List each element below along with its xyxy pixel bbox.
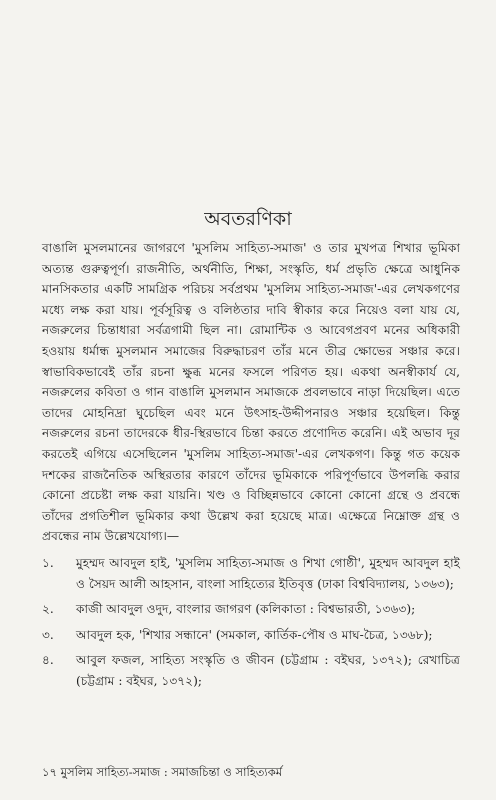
- reference-text: মুহম্মদ আবদুল হাই, 'মুসলিম সাহিত্য-সমাজ ও শিখা গোষ্ঠী', মুহম্মদ আবদুল হাই ও সৈয়দ আলী আহসান, বাংলা সাহিত্যের ইতিবৃত্ত (ঢাকা বিশ্ববিদ্যালয়, ১৩৬৩);: [76, 555, 460, 591]
- reference-number: ২.: [42, 602, 54, 617]
- body-text: [42, 238, 460, 696]
- reference-item: [42, 553, 460, 594]
- reference-number: ১.: [42, 555, 54, 570]
- reference-text: আবুল ফজল, সাহিত্য সংস্কৃতি ও জীবন (চট্টগ্রাম : বইঘর, ১৩৭২); রেখাচিত্র (চট্টগ্রাম : বইঘর, ১৩৭২);: [76, 653, 460, 688]
- page-footer: ১৭ মুসলিম সাহিত্য-সমাজ : সমাজচিন্তা ও সাহিত্যকর্ম: [42, 765, 283, 779]
- intro-paragraph: বাঙালি মুসলমানের জাগরণে 'মুসলিম সাহিত্য-সমাজ' ও তার মুখপত্র শিখার ভূমিকা অত্যন্ত গুরুত্বপূর্ণ। রাজনীতি, অর্থনীতি, শিক্ষা, সংস্কৃতি, ধর্ম প্রভৃতি ক্ষেত্রে আধুনিক মানসিকতার একটি সামগ্রিক পরিচয় সর্বপ্রথম 'মুসলিম সাহিত্য-সমাজ'-এর লেখকগণের মধ্যে লক্ষ করা যায়। পূর্বসূরিত্ব ও বলিষ্ঠতার দাবি স্বীকার করে নিয়েও বলা যায় যে, নজরুলের চিন্তাধারা সর্বত্রগামী ছিল না। রোমান্টিক ও আবেগপ্রবণ মনের অধিকারী হওয়ায় ধর্মান্ধ মুসলমান সমাজের বিরুদ্ধাচরণ তাঁর মনে তীব্র ক্ষোভের সঞ্চার করে। স্বাভাবিকভাবেই তাঁর রচনা ক্ষুব্ধ মনের ফসলে পরিণত হয়। একথা অনস্বীকার্য যে, নজরুলের কবিতা ও গান বাঙালি মুসলমান সমাজকে প্রবলভাবে নাড়া দিয়েছিল। এতে তাদের মোহনিদ্রা ঘুচেছিল এবং মনে উৎসাহ-উদ্দীপনারও সঞ্চার হয়েছিল। কিন্তু নজরুলের রচনা তাদেরকে ধীর-স্থিরভাবে চিন্তা করতে প্রণোদিত করেনি। এই অভাব দূর করতেই এগিয়ে এসেছিলেন 'মুসলিম সাহিত্য-সমাজ'-এর লেখকগণ। কিন্তু গত কয়েক দশকের রাজনৈতিক অস্থিরতার কারণে তাঁদের ভূমিকাকে পরিপূর্ণভাবে উপলব্ধি করার কোনো প্রচেষ্টা লক্ষ করা যায়নি। খণ্ড ও বিচ্ছিন্নভাবে কোনো কোনো গ্রন্থে ও প্রবন্ধে তাঁদের প্রগতিশীল ভূমিকার কথা উল্লেখ করা হয়েছে মাত্র। এক্ষেত্রে নিম্নোক্ত গ্রন্থ ও প্রবন্ধের নাম উল্লেখযোগ্য।—: [42, 241, 460, 544]
- reference-text: কাজী আবদুল ওদুদ, বাংলার জাগরণ (কলিকাতা : বিশ্বভারতী, ১৩৬৩);: [76, 602, 416, 617]
- reference-item: [42, 599, 460, 620]
- reference-text: আবদুল হক, 'শিখার সন্ধানে' (সমকাল, কার্তিক-পৌষ ও মাঘ-চৈত্র, ১৩৬৮);: [76, 627, 433, 642]
- reference-number: ৩.: [42, 627, 54, 642]
- reference-item: [42, 625, 460, 646]
- reference-number: ৪.: [42, 653, 54, 668]
- reference-list: [42, 553, 460, 692]
- section-heading: অবতরণিকা: [204, 208, 292, 230]
- reference-item: [42, 650, 460, 691]
